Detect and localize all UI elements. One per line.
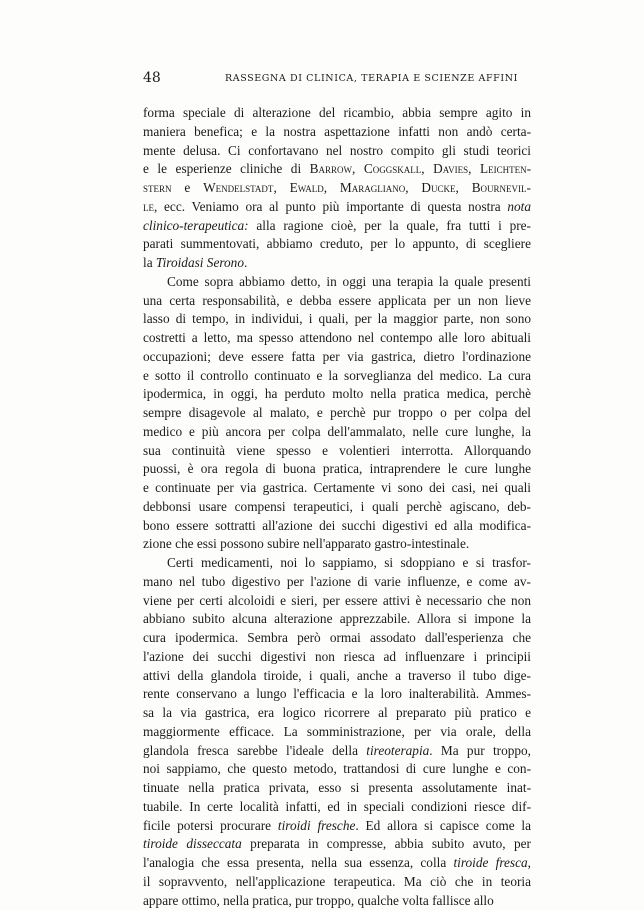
text-line — [143, 273, 531, 292]
text-span: , — [405, 180, 421, 195]
text-line — [143, 742, 531, 761]
text-line — [143, 760, 531, 779]
text-line — [143, 329, 531, 348]
text-span: . Ma pur troppo, — [429, 743, 531, 758]
running-title: RASSEGNA DI CLINICA, TERAPIA E SCIENZE AFFINI — [225, 73, 518, 84]
text-line — [143, 873, 531, 892]
text-span: puossi, è ora regola di buona pratica, intraprendere le cure lunghe — [143, 461, 531, 476]
text-span: occupazioni; deve essere fatta per via gastrica, dietro l'ordinazione — [143, 349, 531, 364]
name-smallcaps: Davies — [433, 161, 468, 176]
text-line — [143, 685, 531, 704]
emphasis-italic: tiroidi fresche — [278, 818, 355, 833]
text-line — [143, 385, 531, 404]
text-span: maggiormente efficace. La somministrazione, per via orale, della — [143, 724, 531, 739]
text-line — [143, 573, 531, 592]
name-smallcaps: Bournevil- — [472, 180, 531, 195]
text-line — [143, 235, 531, 254]
text-span: attivi della glandola tiroide, i quali, anche a traverso il tubo dige- — [143, 668, 531, 683]
text-span: Come sopra abbiamo detto, in oggi una terapia la quale presenti — [167, 274, 531, 289]
text-line — [143, 517, 531, 536]
page-header — [143, 70, 531, 90]
text-line — [143, 629, 531, 648]
text-span: mente delusa. Ci confortavano nel nostro compito gli studi teorici — [143, 143, 531, 158]
text-span: ipodermica, in oggi, ha perduto molto nella pratica medica, perchè — [143, 386, 531, 401]
text-span: Certi medicamenti, noi lo sappiamo, si sdoppiano e si trasfor- — [167, 555, 531, 570]
text-span: il sopravvento, nell'applicazione terapeutica. Ma ciò che in teoria — [143, 874, 531, 889]
text-line — [143, 479, 531, 498]
text-line — [143, 367, 531, 386]
text-span: la — [143, 255, 156, 270]
text-span: costretti a letto, ma spesso attendono nel contempo alle loro abituali — [143, 330, 531, 345]
text-span: . — [244, 255, 247, 270]
text-span: forma speciale di alterazione del ricambio, abbia sempre agito in — [143, 105, 531, 120]
text-line — [143, 254, 531, 273]
text-span: e le esperienze cliniche di — [143, 161, 310, 176]
text-line — [143, 179, 531, 198]
text-span: , ecc. Veniamo ora al punto più importante di questa nostra — [154, 199, 507, 214]
text-span: viene per certi alcoloidi e sieri, per essere attivi è necessario che non — [143, 593, 531, 608]
text-span: e sotto il controllo continuato e la sorveglianza del medico. La cura — [143, 368, 531, 383]
emphasis-italic: clinico-terapeutica: — [143, 218, 249, 233]
text-span: , — [421, 161, 433, 176]
text-span: , — [528, 855, 531, 870]
text-line — [143, 779, 531, 798]
text-span: maniera benefica; e la nostra aspettazione infatti non andò certa- — [143, 124, 531, 139]
text-line — [143, 160, 531, 179]
text-line — [143, 704, 531, 723]
text-span: parati summentovati, abbiamo creduto, per lo appunto, di scegliere — [143, 236, 531, 251]
text-span: una certa responsabilità, e debba essere applicata per un non lieve — [143, 293, 531, 308]
text-line — [143, 535, 531, 554]
text-span: e — [172, 180, 204, 195]
name-smallcaps: Coggskall — [364, 161, 421, 176]
text-line — [143, 610, 531, 629]
name-smallcaps: Ewald — [290, 180, 324, 195]
name-smallcaps: Wendelstadt — [203, 180, 273, 195]
text-line — [143, 498, 531, 517]
text-line — [143, 292, 531, 311]
text-span: alla ragione cioè, per la quale, fra tutti i pre- — [249, 218, 531, 233]
text-span: glandola fresca sarebbe l'ideale della — [143, 743, 366, 758]
text-span: sempre disagevole al malato, e perchè pur troppo o per colpa del — [143, 405, 531, 420]
text-span: , — [324, 180, 340, 195]
body-text — [143, 104, 531, 910]
text-line — [143, 404, 531, 423]
name-smallcaps: stern — [143, 180, 172, 195]
text-span: cura ipodermica. Sembra però ormai assodato dall'esperienza che — [143, 630, 531, 645]
text-span: l'analogia che essa presenta, nella sua essenza, colla — [143, 855, 453, 870]
text-span: debbonsi usare compensi terapeutici, i quali perchè agiscano, deb- — [143, 499, 531, 514]
text-line — [143, 442, 531, 461]
text-span: sa la via gastrica, era logico ricorrere al preparato più pratico e — [143, 705, 531, 720]
text-span: sua continuità viene spesso e volentieri interrotta. Allorquando — [143, 443, 531, 458]
emphasis-italic: nota — [507, 199, 531, 214]
text-line — [143, 104, 531, 123]
text-line — [143, 198, 531, 217]
text-line — [143, 310, 531, 329]
text-line — [143, 123, 531, 142]
text-line — [143, 892, 531, 910]
text-line — [143, 348, 531, 367]
text-line — [143, 854, 531, 873]
text-line — [143, 423, 531, 442]
page-number: 48 — [143, 70, 161, 86]
name-smallcaps: Barrow — [310, 161, 352, 176]
text-span: abbiano subito alcuna alterazione apprezzabile. Allora si impone la — [143, 611, 531, 626]
text-span: , — [468, 161, 480, 176]
text-line — [143, 667, 531, 686]
text-span: tinuate nella pratica privata, esso si presenta assolutamente inat- — [143, 780, 531, 795]
emphasis-italic: tiroide disseccata — [143, 836, 242, 851]
text-span: tuabile. In certe località infatti, ed in speciali condizioni riesce dif- — [143, 799, 531, 814]
emphasis-italic: Tiroidasi Serono — [156, 255, 244, 270]
emphasis-italic: tiroide fresca — [453, 855, 527, 870]
text-line — [143, 554, 531, 573]
text-span: mano nel tubo digestivo per l'azione di varie influenze, e come av- — [143, 574, 531, 589]
text-line — [143, 592, 531, 611]
text-line — [143, 217, 531, 236]
name-smallcaps: Maragliano — [340, 180, 405, 195]
text-line — [143, 460, 531, 479]
text-span: ficile potersi procurare — [143, 818, 278, 833]
text-line — [143, 723, 531, 742]
text-span: bono essere sottratti all'azione dei succhi digestivi ed alla modifica- — [143, 518, 531, 533]
text-span: l'azione dei succhi digestivi non riesca ad influenzare i principii — [143, 649, 531, 664]
text-span: noi sappiamo, che questo metodo, trattandosi di cure lunghe e con- — [143, 761, 531, 776]
text-span: zione che essi possono subire nell'apparato gastro-intestinale. — [143, 536, 469, 551]
name-smallcaps: Ducke — [421, 180, 455, 195]
text-span: e continuate per via gastrica. Certamente vi sono dei casi, nei quali — [143, 480, 531, 495]
text-span: medico e più ancora per colpa dell'ammalato, nelle cure lunghe, la — [143, 424, 531, 439]
name-smallcaps: le — [143, 199, 154, 214]
text-span: preparata in compresse, abbia subito avuto, per — [242, 836, 531, 851]
text-line — [143, 142, 531, 161]
text-line — [143, 817, 531, 836]
text-span: lasso di tempo, in individui, i quali, per la maggior parte, non sono — [143, 311, 531, 326]
emphasis-italic: tireoterapia — [366, 743, 429, 758]
text-span: , — [352, 161, 364, 176]
name-smallcaps: Leichten- — [480, 161, 531, 176]
text-span: appare ottimo, nella pratica, pur troppo, qualche volta fallisce allo — [143, 893, 494, 908]
text-span: . Ed allora si capisce come la — [355, 818, 531, 833]
text-span: , — [273, 180, 289, 195]
text-span: rente conservano a lungo l'efficacia e la loro inalterabilità. Ammes- — [143, 686, 531, 701]
text-line — [143, 648, 531, 667]
text-line — [143, 798, 531, 817]
text-line — [143, 835, 531, 854]
text-span: , — [456, 180, 472, 195]
